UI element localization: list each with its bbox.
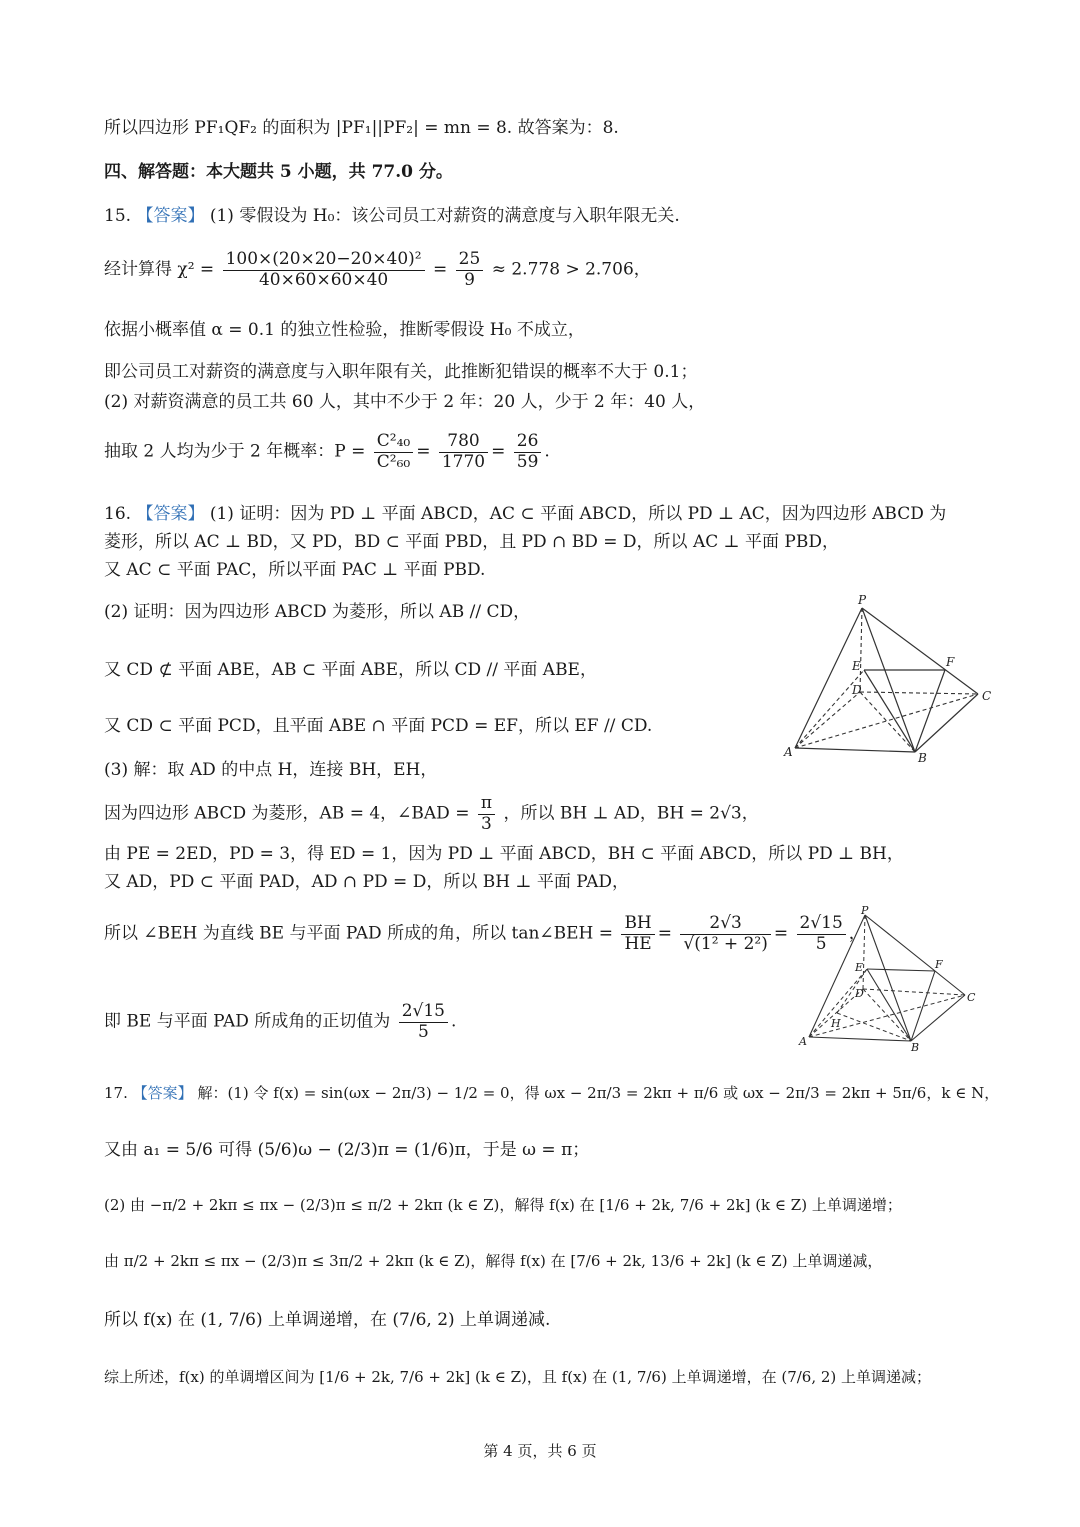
chi-denominator: 40×60×60×40	[258, 269, 389, 290]
label-p: P	[861, 905, 869, 917]
q16-line-5: 又 CD ⊄ 平面 ABE，AB ⊂ 平面 ABE，所以 CD // 平面 ABE，	[104, 660, 597, 680]
q17-number: 17.	[104, 1084, 128, 1102]
prob-d2: 1770	[441, 451, 486, 472]
angle-fraction	[478, 794, 495, 834]
label-b: B	[911, 1041, 920, 1054]
label-p: P	[858, 593, 867, 607]
q15-line-5: (2) 对薪资满意的员工共 60 人，其中不少于 2 年：20 人，少于 2 年：40 人，	[104, 392, 706, 412]
conclusion-d: 5	[417, 1021, 429, 1042]
tangent-text: 所以 ∠BEH 为直线 BE 与平面 PAD 所成的角，所以 tan∠BEH =	[104, 923, 614, 944]
page-footer: 第 4 页，共 6 页	[483, 1442, 597, 1460]
q17-line-3: (2) 由 −π/2 + 2kπ ≤ πx − (2/3)π ≤ π/2 + 2kπ (k ∈ Z)，解得 f(x) 在 [1/6 + 2k, 7/6 + 2k] (k ∈ Z) 上单调递增；	[104, 1196, 902, 1214]
label-d: D	[852, 683, 862, 697]
label-e: E	[852, 659, 861, 673]
chi-result-denominator: 9	[464, 269, 475, 290]
tan-d1: HE	[624, 933, 652, 954]
conclusion-text: 即 BE 与平面 PAD 所成角的正切值为	[104, 1011, 391, 1032]
angle-numerator: π	[478, 794, 495, 815]
label-a: A	[799, 1035, 807, 1048]
bh-text: ，所以 BH ⊥ AD，BH = 2√3，	[503, 803, 759, 824]
pyramid-figure-1	[780, 590, 1000, 770]
q17-line-1	[104, 1084, 999, 1103]
label-f: F	[935, 958, 943, 971]
pyramid-figure-2	[795, 905, 985, 1055]
chi-numerator: 100×(20×20−20×40)²	[223, 250, 425, 271]
prob-fraction-2	[439, 432, 488, 472]
chi-label: 经计算得 χ² =	[104, 259, 215, 280]
tan-fraction-1	[621, 914, 654, 954]
angle-denominator: 3	[481, 813, 492, 834]
q17-line-4: 由 π/2 + 2kπ ≤ πx − (2/3)π ≤ 3π/2 + 2kπ (k ∈ Z)，解得 f(x) 在 [7/6 + 2k, 13/6 + 2k] (k ∈ Z) 上单调递减，	[104, 1252, 883, 1270]
q15-probability: 抽取 2 人均为少于 2 年概率：P = $\frac{\text{C²₄₀}}{\text{C²₆₀}}$ = $\frac{780}{1770}$ = $\frac{26}{59}$ .	[104, 431, 550, 472]
label-f: F	[946, 655, 955, 669]
q16-line-8	[104, 794, 759, 834]
q17-text: 解：(1) 令 f(x) = sin(ωx − 2π/3) − 1/2 = 0，得 ωx − 2π/3 = 2kπ + π/6 或 ωx − 2π/3 = 2kπ + 5π/6，k ∈ N，	[197, 1084, 1000, 1102]
q16-line-9: 由 PE = 2ED，PD = 3，得 ED = 1，因为 PD ⊥ 平面 ABCD，BH ⊂ 平面 ABCD，所以 PD ⊥ BH，	[104, 844, 904, 864]
chi-approx: ≈ 2.778 > 2.706，	[491, 259, 651, 280]
label-e: E	[855, 961, 864, 974]
q16-number: 16.	[104, 504, 132, 524]
q16-line-2: 菱形，所以 AC ⊥ BD，又 PD，BD ⊂ 平面 PBD，且 PD ∩ BD = D，所以 AC ⊥ 平面 PBD，	[104, 532, 839, 552]
prob-n1: C²₄₀	[374, 432, 413, 453]
section-heading: 四、解答题：本大题共 5 小题，共 77.0 分。	[104, 162, 453, 182]
q16-line-1	[104, 504, 946, 525]
prob-d3: 59	[516, 451, 539, 472]
q16-tangent: 所以 ∠BEH 为直线 BE 与平面 PAD 所成的角，所以 tan∠BEH = $\frac{BH}{HE}$ = $\frac{2√3}{\text{√(1² + 2²)}}$ = $\frac{2√15}{5}$ ，	[104, 913, 866, 954]
answer-tag: 【答案】	[136, 504, 205, 524]
line-quadrilateral-area: 所以四边形 PF₁QF₂ 的面积为 |PF₁||PF₂| = mn = 8. 故答案为：8.	[104, 118, 619, 138]
tan-d3: 5	[815, 933, 827, 954]
q15-line-3: 依据小概率值 α = 0.1 的独立性检验，推断零假设 H₀ 不成立，	[104, 320, 585, 340]
q17-line-6: 综上所述，f(x) 的单调增区间为 [1/6 + 2k, 7/6 + 2k] (k ∈ Z)，且 f(x) 在 (1, 7/6) 上单调递增，在 (7/6, 2) 上单调递减；	[104, 1368, 932, 1386]
label-b: B	[918, 751, 927, 765]
label-d: D	[855, 987, 864, 1000]
chi-result-numerator: 25	[456, 250, 484, 271]
q15-line-1	[104, 206, 680, 227]
q17-line-5: 所以 f(x) 在 (1, 7/6) 上单调递增，在 (7/6, 2) 上单调递减.	[104, 1310, 551, 1330]
tan-d2: √(1² + 2²)	[683, 933, 768, 954]
equals-sign: =	[433, 259, 448, 280]
q15-chi-square	[104, 250, 651, 290]
conclusion-fraction	[399, 1002, 448, 1042]
q16-line-3: 又 AC ⊂ 平面 PAC，所以平面 PAC ⊥ 平面 PBD.	[104, 560, 486, 580]
answer-tag: 【答案】	[136, 206, 205, 226]
prob-fraction-1	[374, 432, 413, 472]
label-h: H	[831, 1017, 841, 1030]
q16-line-6: 又 CD ⊂ 平面 PCD，且平面 ABE ∩ 平面 PCD = EF，所以 EF // CD.	[104, 716, 653, 736]
chi-fraction	[223, 250, 425, 290]
label-a: A	[784, 745, 793, 759]
q16-text: (1) 证明：因为 PD ⊥ 平面 ABCD，AC ⊂ 平面 ABCD，所以 PD ⊥ AC，因为四边形 ABCD 为	[209, 504, 947, 524]
q15-text: (1) 零假设为 H₀：该公司员工对薪资的满意度与入职年限无关.	[209, 206, 680, 226]
conclusion-n: 2√15	[399, 1002, 448, 1023]
label-c: C	[982, 689, 992, 703]
prob-d1: C²₆₀	[376, 451, 411, 472]
q15-line-4: 即公司员工对薪资的满意度与入职年限有关，此推断犯错误的概率不大于 0.1；	[104, 362, 698, 382]
probability-label: 抽取 2 人均为少于 2 年概率：P =	[104, 441, 366, 462]
tan-fraction-2	[680, 914, 770, 954]
tan-n1: BH	[621, 914, 654, 935]
q16-line-10: 又 AD，PD ⊂ 平面 PAD，AD ∩ PD = D，所以 BH ⊥ 平面 PAD，	[104, 872, 630, 892]
q17-line-2: 又由 a₁ = 5/6 可得 (5/6)ω − (2/3)π = (1/6)π，于是 ω = π；	[104, 1140, 590, 1160]
prob-fraction-3	[514, 432, 542, 472]
label-c: C	[967, 991, 976, 1004]
tan-n2: 2√3	[680, 914, 770, 935]
q16-line-4: (2) 证明：因为四边形 ABCD 为菱形，所以 AB // CD，	[104, 602, 531, 622]
q16-conclusion: 即 BE 与平面 PAD 所成角的正切值为 $\frac{2√15}{5}$ .	[104, 1001, 457, 1042]
tan-n3: 2√15	[797, 914, 846, 935]
q15-number: 15.	[104, 206, 132, 226]
prob-n2: 780	[439, 432, 488, 453]
q16-line-7: (3) 解：取 AD 的中点 H，连接 BH，EH，	[104, 760, 438, 780]
answer-tag: 【答案】	[132, 1084, 193, 1102]
chi-result-fraction	[456, 250, 484, 290]
prob-n3: 26	[514, 432, 542, 453]
angle-text: 因为四边形 ABCD 为菱形，AB = 4，∠BAD =	[104, 803, 470, 824]
